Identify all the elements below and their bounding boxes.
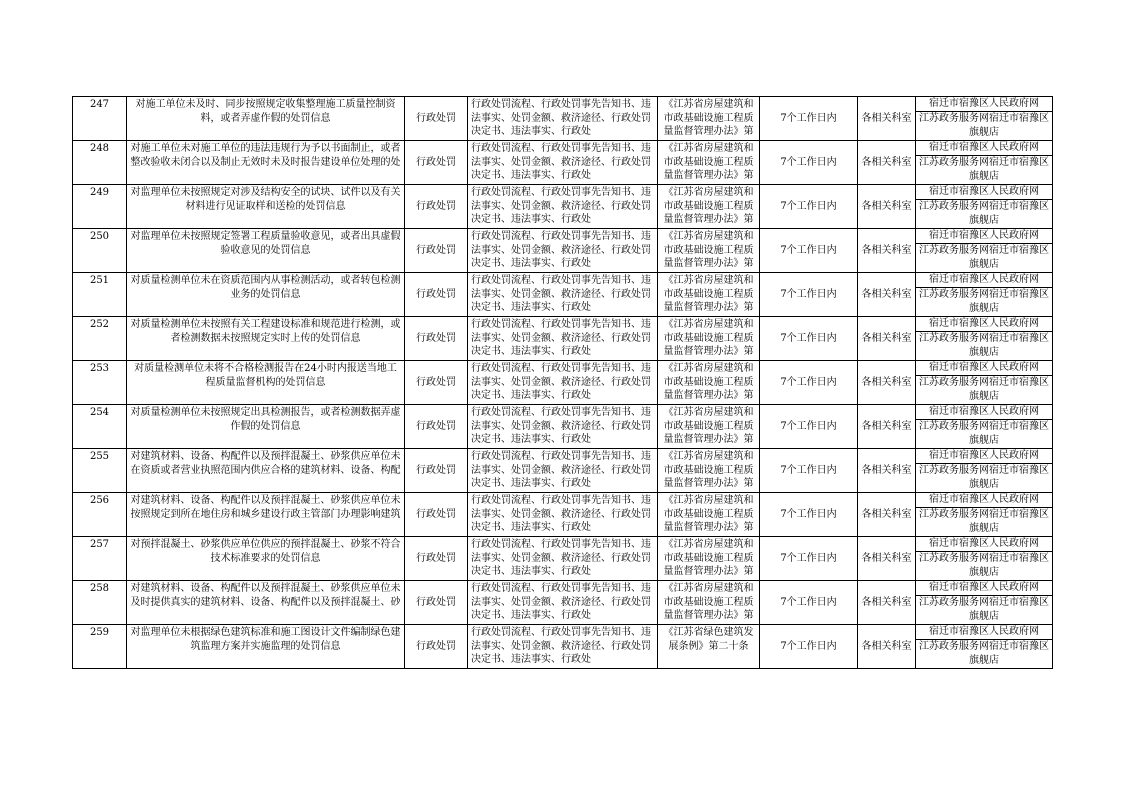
item-name-cell [127,229,405,273]
item-name-cell [127,317,405,361]
disclosure-content: 行政处罚流程、行政处罚事先告知书、违法事实、处罚金额、救济途径、行政处罚决定书、违法事实、行政处 [471,582,651,622]
item-name-cell [127,493,405,537]
disclosure-content-cell [468,537,658,581]
channel-cell [916,625,1053,669]
disclosure-content: 行政处罚流程、行政处罚事先告知书、违法事实、处罚金额、救济途径、行政处罚决定书、违法事实、行政处 [471,538,651,578]
table-row [73,449,1053,493]
item-name-cell [127,97,405,141]
table-row [73,405,1053,449]
item-name-cell [127,361,405,405]
item-name: 对预拌混凝土、砂浆供应单位供应的预拌混凝土、砂浆不符合技术标准要求的处罚信息 [130,538,401,564]
row-number-cell [73,185,127,229]
time-limit-cell [760,317,858,361]
department: 各相关科室 [861,112,912,124]
legal-basis: 《江苏省房屋建筑和市政基础设施工程质量监督管理办法》第 [663,494,754,534]
legal-basis: 《江苏省房屋建筑和市政基础设施工程质量监督管理办法》第 [663,450,754,490]
channel-service-portal: 江苏政务服务网宿迁市宿豫区旗舰店 [919,597,1049,622]
channel-cell [916,449,1053,493]
disclosure-content: 行政处罚流程、行政处罚事先告知书、违法事实、处罚金额、救济途径、行政处罚决定书、违法事实、行政处 [471,274,651,314]
channel-service-portal: 江苏政务服务网宿迁市宿豫区旗舰店 [919,641,1049,666]
channel-government-site: 宿迁市宿豫区人民政府网 [916,361,1052,376]
time-limit: 7个工作日内 [780,508,837,520]
legal-basis: 《江苏省房屋建筑和市政基础设施工程质量监督管理办法》第 [663,230,754,270]
legal-basis: 《江苏省绿色建筑发展条例》第二十条 [663,626,754,652]
row-number: 253 [89,362,110,374]
legal-basis: 《江苏省房屋建筑和市政基础设施工程质量监督管理办法》第 [663,186,754,226]
table-row [73,141,1053,185]
category-cell [405,361,468,405]
disclosure-content: 行政处罚流程、行政处罚事先告知书、违法事实、处罚金额、救济途径、行政处罚决定书、违法事实、行政处 [471,98,651,138]
time-limit-cell [760,493,858,537]
item-category: 行政处罚 [416,200,456,212]
row-number-cell [73,405,127,449]
time-limit-cell [760,273,858,317]
channel-cell [916,185,1053,229]
legal-basis-cell [658,229,760,273]
item-name-cell [127,185,405,229]
department-cell [858,581,916,625]
table-row [73,537,1053,581]
row-number: 251 [89,274,110,286]
channel-service-portal: 江苏政务服务网宿迁市宿豫区旗舰店 [919,509,1049,534]
time-limit: 7个工作日内 [780,156,837,168]
channel-government-site: 宿迁市宿豫区人民政府网 [916,625,1052,640]
item-name: 对监理单位未按照规定对涉及结构安全的试块、试件以及有关材料进行见证取样和送检的处罚信息 [130,186,401,212]
legal-basis-cell [658,625,760,669]
time-limit: 7个工作日内 [780,420,837,432]
legal-basis-cell [658,97,760,141]
item-category: 行政处罚 [416,508,456,520]
legal-basis-cell [658,405,760,449]
table-row [73,361,1053,405]
item-name: 对监理单位未根据绿色建筑标准和施工图设计文件编制绿色建筑监理方案并实施监理的处罚信息 [130,626,401,652]
department-cell [858,273,916,317]
legal-basis: 《江苏省房屋建筑和市政基础设施工程质量监督管理办法》第 [663,142,754,182]
row-number-cell [73,141,127,185]
channel-cell [916,361,1053,405]
department-cell [858,361,916,405]
channel-service-portal: 江苏政务服务网宿迁市宿豫区旗舰店 [919,465,1049,490]
legal-basis-cell [658,317,760,361]
channel-government-site: 宿迁市宿豫区人民政府网 [916,273,1052,288]
department-cell [858,229,916,273]
channel-cell [916,97,1053,141]
row-number-cell [73,493,127,537]
channel-service-portal: 江苏政务服务网宿迁市宿豫区旗舰店 [919,421,1049,446]
category-cell [405,493,468,537]
disclosure-content-cell [468,97,658,141]
item-name: 对建筑材料、设备、构配件以及预拌混凝土、砂浆供应单位未按照规定到所在地住房和城乡建设行政主管部门办理影响建筑 [130,494,401,520]
channel-government-site: 宿迁市宿豫区人民政府网 [916,229,1052,244]
table-row [73,625,1053,669]
channel-cell [916,405,1053,449]
category-cell [405,537,468,581]
table-row [73,229,1053,273]
disclosure-content: 行政处罚流程、行政处罚事先告知书、违法事实、处罚金额、救济途径、行政处罚决定书、违法事实、行政处 [471,142,651,182]
item-category: 行政处罚 [416,156,456,168]
row-number: 256 [89,494,110,506]
department: 各相关科室 [861,640,912,652]
legal-basis-cell [658,581,760,625]
channel-service-portal: 江苏政务服务网宿迁市宿豫区旗舰店 [919,157,1049,182]
department-cell [858,625,916,669]
channel-government-site: 宿迁市宿豫区人民政府网 [916,493,1052,508]
row-number: 248 [89,142,110,154]
time-limit-cell [760,229,858,273]
row-number: 258 [89,582,110,594]
time-limit-cell [760,185,858,229]
item-name: 对质量检测单位未将不合格检测报告在24小时内报送当地工程质量监督机构的处罚信息 [134,362,397,388]
channel-cell [916,537,1053,581]
department: 各相关科室 [861,464,912,476]
channel-service-portal: 江苏政务服务网宿迁市宿豫区旗舰店 [919,113,1049,138]
department-cell [858,537,916,581]
legal-basis: 《江苏省房屋建筑和市政基础设施工程质量监督管理办法》第 [663,582,754,622]
time-limit-cell [760,361,858,405]
disclosure-content-cell [468,317,658,361]
table-row [73,493,1053,537]
legal-basis: 《江苏省房屋建筑和市政基础设施工程质量监督管理办法》第 [663,98,754,138]
department: 各相关科室 [861,288,912,300]
department: 各相关科室 [861,552,912,564]
item-name: 对质量检测单位未按照规定出具检测报告，或者检测数据弄虚作假的处罚信息 [130,406,401,432]
channel-cell [916,317,1053,361]
row-number: 254 [89,406,110,418]
channel-service-portal: 江苏政务服务网宿迁市宿豫区旗舰店 [919,377,1049,402]
table-body [73,97,1053,669]
channel-service-portal: 江苏政务服务网宿迁市宿豫区旗舰店 [919,201,1049,226]
row-number-cell [73,273,127,317]
channel-cell [916,229,1053,273]
item-name-cell [127,449,405,493]
item-category: 行政处罚 [416,640,456,652]
time-limit: 7个工作日内 [780,112,837,124]
category-cell [405,141,468,185]
item-name: 对质量检测单位未在资质范围内从事检测活动，或者转包检测业务的处罚信息 [130,274,401,300]
disclosure-content-cell [468,493,658,537]
item-category: 行政处罚 [416,596,456,608]
item-name-cell [127,273,405,317]
item-category: 行政处罚 [416,376,456,388]
legal-basis-cell [658,273,760,317]
department-cell [858,317,916,361]
time-limit: 7个工作日内 [780,288,837,300]
category-cell [405,449,468,493]
time-limit-cell [760,581,858,625]
item-name: 对质量检测单位未按照有关工程建设标准和规范进行检测，或者检测数据未按照规定实时上传的处罚信息 [130,318,401,344]
category-cell [405,273,468,317]
time-limit-cell [760,141,858,185]
department-cell [858,405,916,449]
item-name: 对施工单位未对施工单位的违法违规行为予以书面制止，或者整改验收未闭合以及制止无效时未及时报告建设单位处理的处 [130,142,401,168]
time-limit: 7个工作日内 [780,640,837,652]
department: 各相关科室 [861,200,912,212]
table-row [73,317,1053,361]
table-row [73,581,1053,625]
disclosure-content-cell [468,361,658,405]
time-limit-cell [760,537,858,581]
legal-basis-cell [658,449,760,493]
table-row [73,97,1053,141]
department: 各相关科室 [861,332,912,344]
item-category: 行政处罚 [416,288,456,300]
legal-basis: 《江苏省房屋建筑和市政基础设施工程质量监督管理办法》第 [663,318,754,358]
time-limit-cell [760,625,858,669]
row-number-cell [73,317,127,361]
item-name-cell [127,625,405,669]
disclosure-content-cell [468,405,658,449]
legal-basis: 《江苏省房屋建筑和市政基础设施工程质量监督管理办法》第 [663,406,754,446]
item-name-cell [127,537,405,581]
disclosure-content-cell [468,185,658,229]
row-number: 259 [89,626,110,638]
legal-basis-cell [658,185,760,229]
disclosure-content-cell [468,141,658,185]
time-limit: 7个工作日内 [780,552,837,564]
category-cell [405,317,468,361]
category-cell [405,625,468,669]
disclosure-content-cell [468,625,658,669]
department: 各相关科室 [861,244,912,256]
time-limit-cell [760,405,858,449]
channel-service-portal: 江苏政务服务网宿迁市宿豫区旗舰店 [919,553,1049,578]
row-number-cell [73,449,127,493]
legal-basis: 《江苏省房屋建筑和市政基础设施工程质量监督管理办法》第 [663,362,754,402]
department: 各相关科室 [861,508,912,520]
time-limit-cell [760,449,858,493]
channel-government-site: 宿迁市宿豫区人民政府网 [916,317,1052,332]
item-name-cell [127,141,405,185]
row-number: 247 [89,98,110,110]
row-number-cell [73,625,127,669]
legal-basis-cell [658,493,760,537]
channel-government-site: 宿迁市宿豫区人民政府网 [916,537,1052,552]
category-cell [405,97,468,141]
table-row [73,185,1053,229]
disclosure-content-cell [468,229,658,273]
channel-government-site: 宿迁市宿豫区人民政府网 [916,97,1052,112]
time-limit: 7个工作日内 [780,464,837,476]
department: 各相关科室 [861,596,912,608]
row-number-cell [73,97,127,141]
channel-cell [916,141,1053,185]
channel-service-portal: 江苏政务服务网宿迁市宿豫区旗舰店 [919,333,1049,358]
time-limit-cell [760,97,858,141]
item-category: 行政处罚 [416,112,456,124]
row-number: 252 [89,318,110,330]
time-limit: 7个工作日内 [780,596,837,608]
row-number-cell [73,361,127,405]
item-name: 对施工单位未及时、同步按照规定收集整理施工质量控制资料，或者弄虚作假的处罚信息 [135,98,396,124]
item-name-cell [127,405,405,449]
channel-government-site: 宿迁市宿豫区人民政府网 [916,581,1052,596]
department: 各相关科室 [861,420,912,432]
row-number: 257 [89,538,110,550]
item-category: 行政处罚 [416,552,456,564]
disclosure-content-cell [468,581,658,625]
channel-government-site: 宿迁市宿豫区人民政府网 [916,141,1052,156]
row-number-cell [73,537,127,581]
legal-basis: 《江苏省房屋建筑和市政基础设施工程质量监督管理办法》第 [663,538,754,578]
row-number: 249 [89,186,110,198]
item-name: 对建筑材料、设备、构配件以及预拌混凝土、砂浆供应单位未在资质或者营业执照范围内供应合格的建筑材料、设备、构配 [130,450,401,476]
department: 各相关科室 [861,156,912,168]
disclosure-content: 行政处罚流程、行政处罚事先告知书、违法事实、处罚金额、救济途径、行政处罚决定书、违法事实、行政处 [471,494,651,534]
disclosure-table-container [72,96,1049,669]
department-cell [858,493,916,537]
channel-service-portal: 江苏政务服务网宿迁市宿豫区旗舰店 [919,289,1049,314]
channel-government-site: 宿迁市宿豫区人民政府网 [916,405,1052,420]
disclosure-content-cell [468,273,658,317]
channel-government-site: 宿迁市宿豫区人民政府网 [916,185,1052,200]
channel-cell [916,273,1053,317]
row-number-cell [73,581,127,625]
time-limit: 7个工作日内 [780,376,837,388]
category-cell [405,405,468,449]
disclosure-content: 行政处罚流程、行政处罚事先告知书、违法事实、处罚金额、救济途径、行政处罚决定书、违法事实、行政处 [471,230,651,270]
disclosure-content: 行政处罚流程、行政处罚事先告知书、违法事实、处罚金额、救济途径、行政处罚决定书、违法事实、行政处 [471,186,651,226]
disclosure-content: 行政处罚流程、行政处罚事先告知书、违法事实、处罚金额、救济途径、行政处罚决定书、违法事实、行政处 [471,450,651,490]
department-cell [858,449,916,493]
item-category: 行政处罚 [416,244,456,256]
disclosure-content: 行政处罚流程、行政处罚事先告知书、违法事实、处罚金额、救济途径、行政处罚决定书、违法事实、行政处 [471,318,651,358]
legal-basis-cell [658,141,760,185]
time-limit: 7个工作日内 [780,200,837,212]
channel-service-portal: 江苏政务服务网宿迁市宿豫区旗舰店 [919,245,1049,270]
channel-cell [916,493,1053,537]
category-cell [405,185,468,229]
table-row [73,273,1053,317]
channel-government-site: 宿迁市宿豫区人民政府网 [916,449,1052,464]
department-cell [858,97,916,141]
disclosure-table [72,96,1053,669]
legal-basis-cell [658,537,760,581]
department-cell [858,141,916,185]
department-cell [858,185,916,229]
item-name: 对建筑材料、设备、构配件以及预拌混凝土、砂浆供应单位未及时提供真实的建筑材料、设备、构配件以及预拌混凝土、砂 [130,582,401,608]
time-limit: 7个工作日内 [780,244,837,256]
legal-basis: 《江苏省房屋建筑和市政基础设施工程质量监督管理办法》第 [663,274,754,314]
category-cell [405,229,468,273]
disclosure-content-cell [468,449,658,493]
row-number-cell [73,229,127,273]
row-number: 250 [89,230,110,242]
legal-basis-cell [658,361,760,405]
item-name: 对监理单位未按照规定签署工程质量验收意见，或者出具虚假验收意见的处罚信息 [130,230,401,256]
disclosure-content: 行政处罚流程、行政处罚事先告知书、违法事实、处罚金额、救济途径、行政处罚决定书、违法事实、行政处 [471,626,651,666]
channel-cell [916,581,1053,625]
disclosure-content: 行政处罚流程、行政处罚事先告知书、违法事实、处罚金额、救济途径、行政处罚决定书、违法事实、行政处 [471,406,651,446]
department: 各相关科室 [861,376,912,388]
item-category: 行政处罚 [416,464,456,476]
category-cell [405,581,468,625]
item-category: 行政处罚 [416,420,456,432]
row-number: 255 [89,450,110,462]
item-category: 行政处罚 [416,332,456,344]
disclosure-content: 行政处罚流程、行政处罚事先告知书、违法事实、处罚金额、救济途径、行政处罚决定书、违法事实、行政处 [471,362,651,402]
time-limit: 7个工作日内 [780,332,837,344]
item-name-cell [127,581,405,625]
